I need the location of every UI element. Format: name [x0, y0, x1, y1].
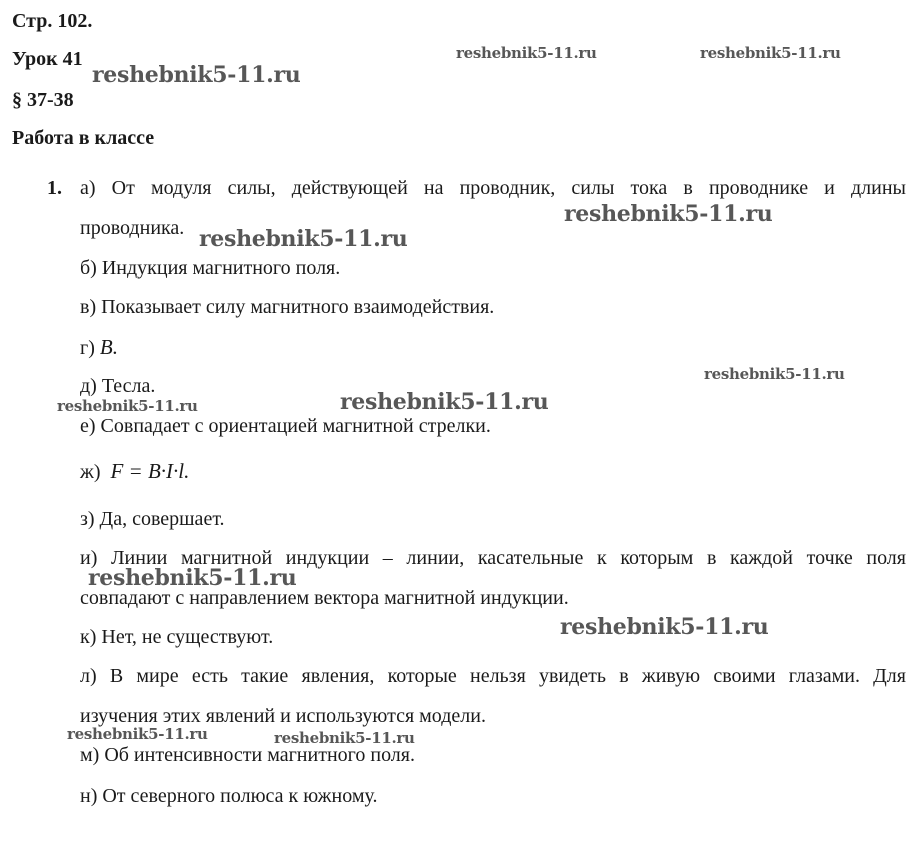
answer-n: н) От северного полюса к южному.	[80, 785, 378, 807]
watermark: reshebnik5-11.ru	[700, 44, 841, 62]
answer-e: е) Совпадает с ориентацией магнитной стрелки.	[80, 415, 491, 437]
answer-i-line1: и) Линии магнитной индукции – линии, касательные к которым в каждой точке поля	[80, 547, 906, 569]
paragraph-ref: § 37-38	[12, 89, 74, 111]
watermark: reshebnik5-11.ru	[456, 44, 597, 62]
answer-zh	[80, 459, 189, 484]
answer-d: д) Тесла.	[80, 375, 156, 397]
watermark: reshebnik5-11.ru	[704, 365, 845, 383]
watermark: reshebnik5-11.ru	[564, 201, 773, 227]
answer-k: к) Нет, не существуют.	[80, 626, 274, 648]
watermark: reshebnik5-11.ru	[274, 729, 415, 747]
lesson-title: Урок 41	[12, 48, 83, 70]
answer-m: м) Об интенсивности магнитного поля.	[80, 744, 415, 766]
watermark: reshebnik5-11.ru	[57, 397, 198, 415]
answer-a-line2: проводника.	[80, 217, 185, 239]
answer-g-prefix: г)	[80, 337, 95, 359]
page-number: Стр. 102.	[12, 10, 93, 32]
watermark: reshebnik5-11.ru	[88, 565, 297, 591]
answer-z: з) Да, совершает.	[80, 508, 225, 530]
answer-a-line1: а) От модуля силы, действующей на проводник, силы тока в проводнике и длины	[80, 177, 906, 199]
answer-g-formula: B.	[99, 335, 118, 359]
watermark: reshebnik5-11.ru	[92, 62, 301, 88]
answer-i-line2: совпадают с направлением вектора магнитной индукции.	[80, 587, 569, 609]
watermark: reshebnik5-11.ru	[340, 389, 549, 415]
watermark: reshebnik5-11.ru	[560, 614, 769, 640]
section-title: Работа в классе	[12, 127, 155, 149]
answer-zh-prefix: ж)	[80, 461, 101, 483]
answer-l-line2: изучения этих явлений и используются модели.	[80, 705, 486, 727]
answer-g	[80, 335, 118, 360]
answer-l-line1: л) В мире есть такие явления, которые нельзя увидеть в живую своими глазами. Для	[80, 665, 906, 687]
answer-b: б) Индукция магнитного поля.	[80, 257, 341, 279]
exercise-number: 1.	[47, 177, 62, 199]
watermark: reshebnik5-11.ru	[67, 725, 208, 743]
answer-v: в) Показывает силу магнитного взаимодействия.	[80, 296, 495, 318]
answer-zh-formula: F = B·I·l.	[110, 459, 190, 483]
watermark: reshebnik5-11.ru	[199, 226, 408, 252]
